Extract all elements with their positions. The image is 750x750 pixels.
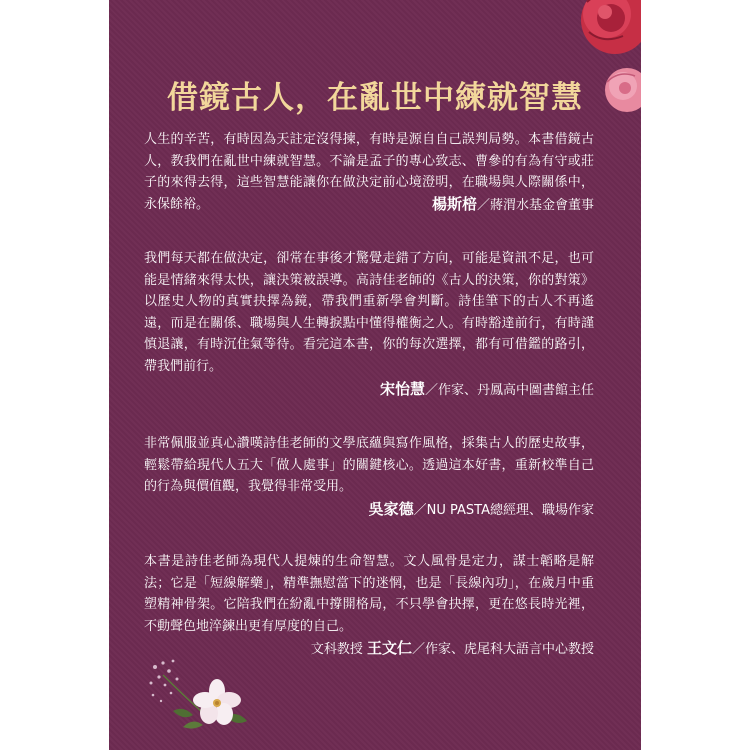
endorser-role: ／作家、丹鳳高中圖書館主任 — [424, 382, 594, 398]
page-title: 借鏡古人，在亂世中練就智慧 — [167, 80, 583, 116]
endorser-role: ／蔣渭水基金會董事 — [476, 198, 594, 213]
endorsement-text: 本書是詩佳老師為現代人提煉的生命智慧。文人風骨是定力，謀士韜略是解法；它是「短線解藥」，精準撫慰當下的迷惘，也是「長線內功」，在歲月中重塑精神骨架。它陪我們在紛亂中撐開格局，不只學會抉擇，更在悠長時光裡，不動聲色地淬鍊出更有厚度的自己。 — [144, 554, 594, 634]
endorsement-signature — [144, 378, 594, 402]
endorser-role: ／NU PASTA總經理、職場作家 — [413, 502, 594, 518]
endorsement-signature — [144, 498, 594, 522]
endorser-name: 吳家德 — [368, 499, 414, 518]
endorsement-3 — [144, 433, 594, 522]
endorser-name: 王文仁 — [366, 639, 412, 658]
endorsement-4 — [144, 551, 594, 661]
endorser-role: ／作家、虎尾科大語言中心教授 — [411, 642, 594, 658]
endorsement-signature: 文科教授 王文仁／作家、虎尾科大語言中心教授 — [310, 639, 594, 658]
white-flower-icon — [143, 655, 253, 735]
endorser-name: 宋怡慧 — [379, 379, 425, 398]
book-cover — [109, 0, 641, 750]
endorsement-signature — [432, 193, 594, 217]
endorser-name: 楊斯棓 — [431, 195, 477, 213]
endorsement-text: 人生的辛苦，有時因為天註定沒得揀，有時是源自自己誤判局勢。本書借鏡古人，教我們在亂世中練就智慧。不論是孟子的專心致志、曹參的有為有守或莊子的來得去得，這些智慧能讓你在做決定前心境澄明，在職場與人際關係中，永保餘裕。 — [144, 132, 594, 212]
endorsement-1 — [144, 129, 594, 217]
endorsement-text: 非常佩服並真心讚嘆詩佳老師的文學底蘊與寫作風格，採集古人的歷史故事，輕鬆帶給現代人五大「做人處事」的關鍵核心。透過這本好書，重新校準自己的行為與價值觀，我覺得非常受用。 — [144, 436, 594, 495]
endorsement-text: 我們每天都在做決定，卻常在事後才驚覺走錯了方向，可能是資訊不足，也可能是情緒來得太快，讓決策被誤導。高詩佳老師的《古人的決策，你的對策》以歷史人物的真實抉擇為鏡，帶我們重新學會判斷。詩佳筆下的古人不再遙遠，而是在關係、職場與人生轉捩點中懂得權衡之人。有時豁達前行，有時謹慎退讓，有時沉住氣等待。看完這本書，你的每次選擇，都有可借鑑的路引，帶我們前行。 — [144, 251, 594, 374]
endorsement-2 — [144, 248, 594, 402]
